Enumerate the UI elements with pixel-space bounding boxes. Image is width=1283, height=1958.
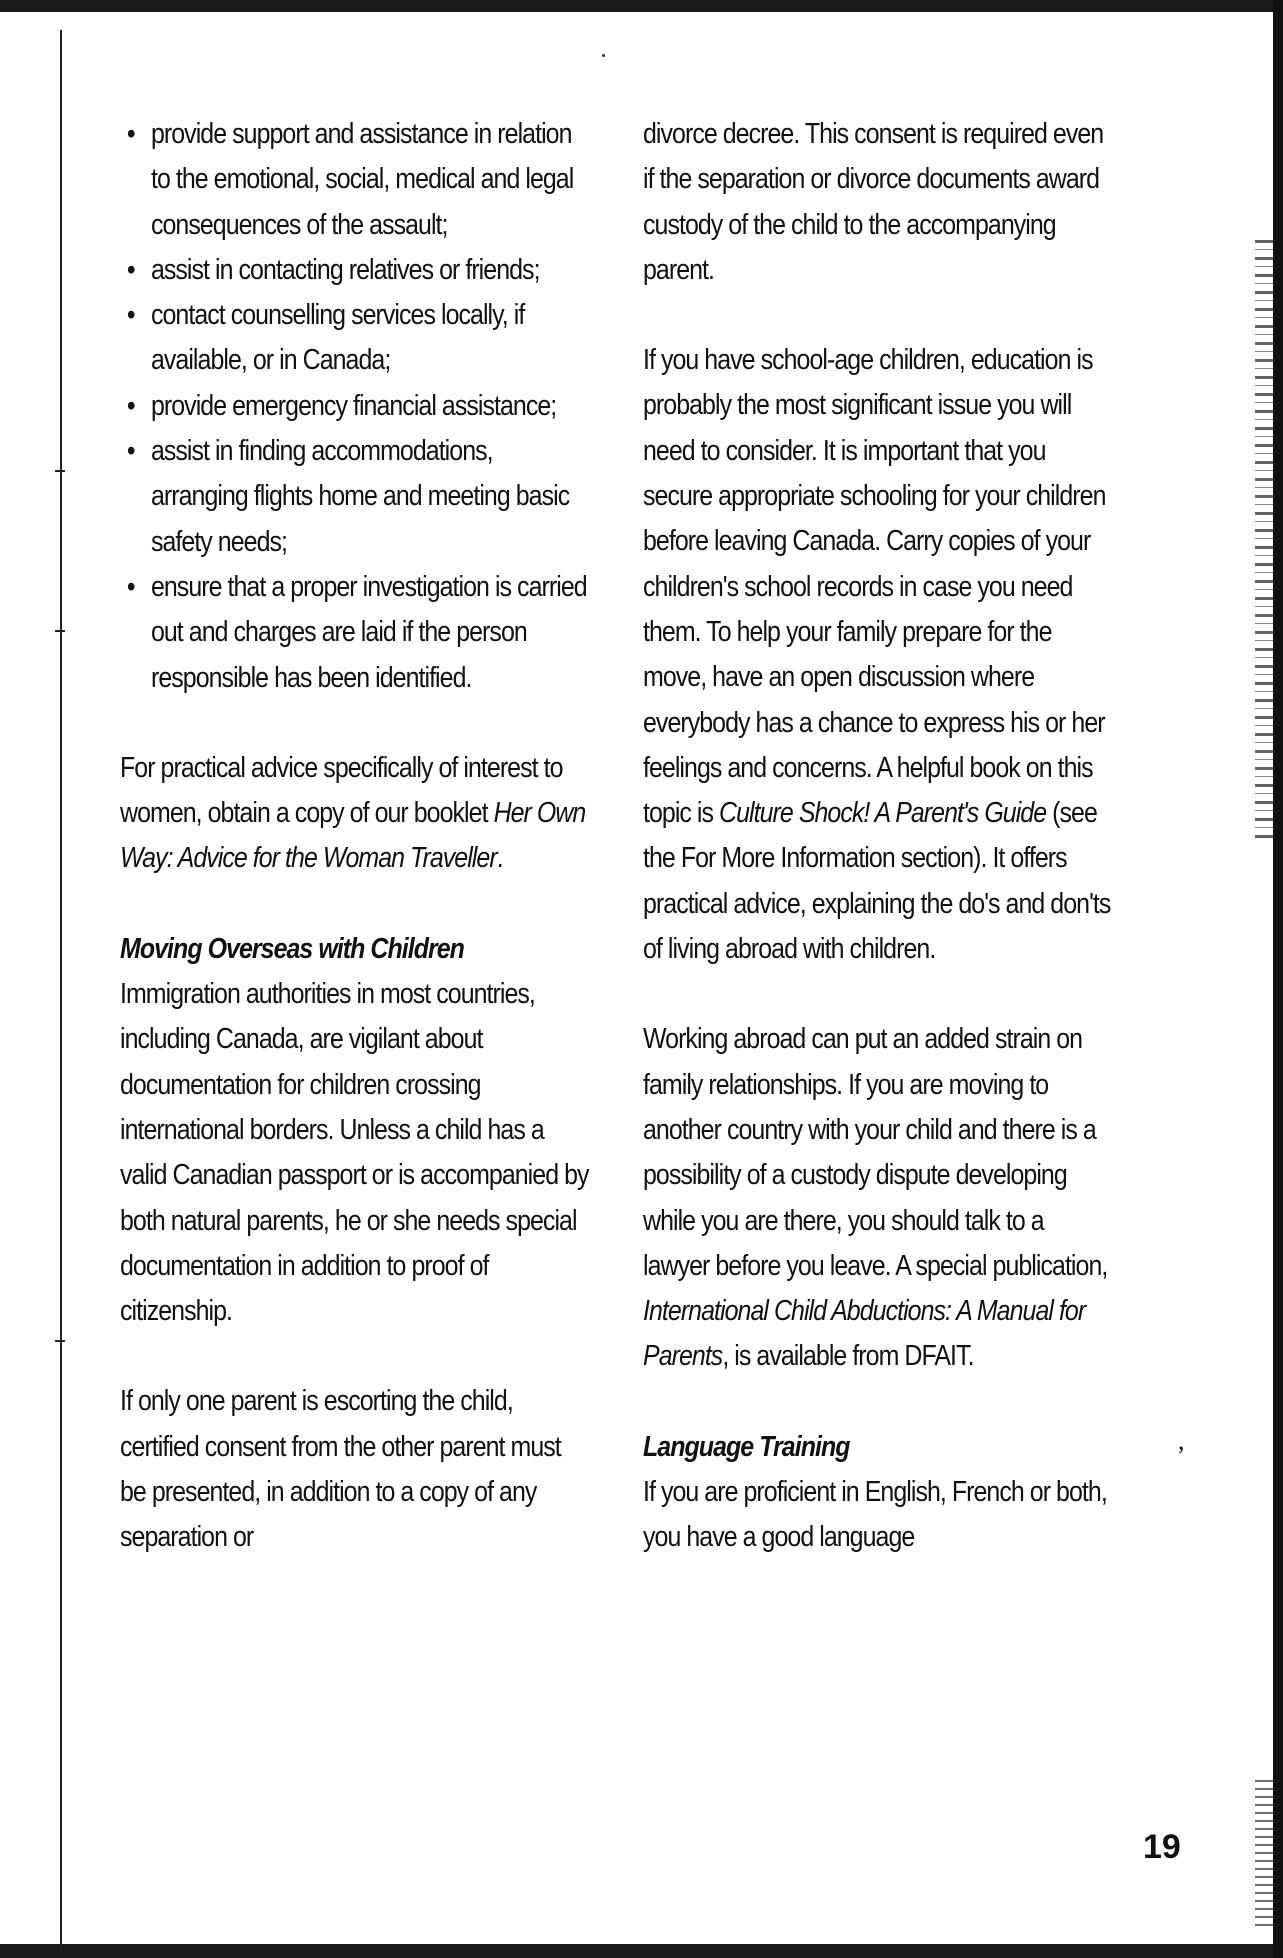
margin-tick — [55, 1340, 65, 1342]
consent-paragraph: If only one parent is escorting the child, certified consent from the other parent must be presented, in addition to a copy of any separation or — [120, 1385, 561, 1554]
documentation-paragraph: Immigration authorities in most countries, including Canada, are vigilant about documentation for children crossing international borders. Unless a child has a valid Canadian passport or is accompanied by both natural parents, he or she needs special documentation in addition to proof of citizenship. — [120, 978, 589, 1328]
language-paragraph: If you are proficient in English, French or both, you have a good language — [643, 1476, 1107, 1554]
margin-tick — [55, 630, 65, 632]
custody-paragraph: Working abroad can put an added strain on family relationships. If you are moving to another country with your child and there is a possibility of a custody dispute developing while you are there, you should talk to a lawyer before you leave. A special publication, International Child Abductions: A Manual for Parents, is available from DFAIT. — [643, 1023, 1108, 1373]
scan-border-bottom — [0, 1944, 1283, 1958]
right-column — [643, 112, 1113, 1561]
list-item: • assist in contacting relatives or friends; — [120, 248, 589, 293]
booklet-title: Her Own Way: Advice for the Woman Traveller — [120, 797, 586, 875]
scan-dot — [602, 54, 605, 57]
book-title: Culture Shock! A Parent's Guide — [719, 797, 1047, 830]
binding-margin-line — [60, 30, 62, 1950]
right-column-text — [643, 112, 1112, 1561]
scan-speckle — [1255, 240, 1273, 840]
page-number: 19 — [1143, 1828, 1181, 1866]
consent-paragraph-continued: divorce decree. This consent is required even if the separation or divorce documents award custody of the child to the accompanying parent. — [643, 118, 1104, 286]
womens-advice-paragraph: For practical advice specifically of interest to women, obtain a copy of our booklet Her Own Way: Advice for the Woman Traveller. — [120, 751, 586, 875]
scan-border-top — [0, 0, 1283, 12]
margin-tick — [55, 470, 65, 472]
publication-title: International Child Abductions: A Manual for Parents — [643, 1295, 1086, 1373]
list-item: • contact counselling services locally, if available, or in Canada; — [120, 293, 589, 384]
list-item: • provide support and assistance in relation to the emotional, social, medical and legal consequences of the assault; — [120, 112, 589, 248]
left-column-text — [120, 112, 589, 1561]
scan-speckle — [1255, 1780, 1273, 1930]
left-column — [120, 112, 590, 1561]
section-heading-moving-overseas: Moving Overseas with Children — [120, 932, 464, 965]
list-item: • assist in finding accommodations, arranging flights home and meeting basic safety needs; — [120, 429, 589, 565]
scan-mark: , — [1178, 1426, 1185, 1455]
assistance-list — [120, 112, 589, 701]
list-item: • provide emergency financial assistance; — [120, 384, 589, 429]
schooling-paragraph: If you have school-age children, education is probably the most significant issue you will need to consider. It is important that you secure appropriate schooling for your children before leaving Canada. Carry copies of your children's school records in case you need them. To help your family prepare for the move, have an open discussion where everybody has a chance to express his or her feelings and concerns. A helpful book on this topic is Culture Shock! A Parent's Guide (see the For More Information section). It offers practical advice, explaining the do's and don'ts of living abroad with children. — [643, 344, 1111, 966]
list-item: • ensure that a proper investigation is carried out and charges are laid if the person responsible has been identified. — [120, 565, 589, 701]
section-heading-language-training: Language Training — [643, 1430, 850, 1463]
scan-border-right — [1273, 0, 1283, 1958]
